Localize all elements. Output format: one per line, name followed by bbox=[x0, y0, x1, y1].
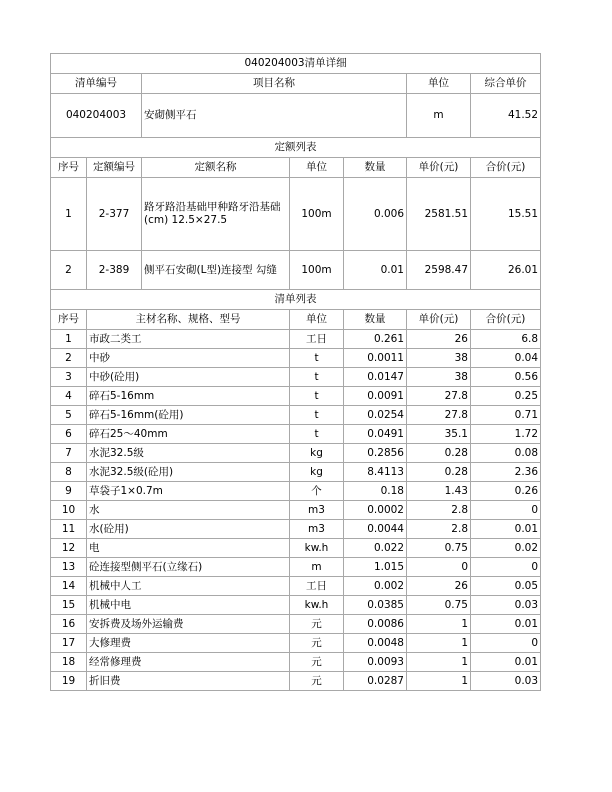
quota-total: 15.51 bbox=[471, 178, 541, 251]
quota-seq: 1 bbox=[51, 178, 87, 251]
material-row bbox=[51, 539, 541, 558]
material-qty: 0.0048 bbox=[344, 634, 407, 653]
material-seq: 16 bbox=[51, 615, 87, 634]
material-seq: 11 bbox=[51, 520, 87, 539]
material-seq: 13 bbox=[51, 558, 87, 577]
material-name: 电 bbox=[87, 539, 290, 558]
material-total: 0 bbox=[471, 558, 541, 577]
quota-row bbox=[51, 178, 541, 251]
material-unit: 个 bbox=[290, 482, 344, 501]
material-unit: 元 bbox=[290, 615, 344, 634]
material-unit: 元 bbox=[290, 653, 344, 672]
material-total: 2.36 bbox=[471, 463, 541, 482]
material-header-name: 主材名称、规格、型号 bbox=[87, 310, 290, 330]
material-total: 0.01 bbox=[471, 615, 541, 634]
material-name: 碎石5-16mm(砼用) bbox=[87, 406, 290, 425]
material-unit: m bbox=[290, 558, 344, 577]
material-name: 水泥32.5级(砼用) bbox=[87, 463, 290, 482]
material-total: 0.05 bbox=[471, 577, 541, 596]
material-name: 草袋子1×0.7m bbox=[87, 482, 290, 501]
quota-code: 2-389 bbox=[87, 251, 142, 290]
material-unit-price: 27.8 bbox=[407, 387, 471, 406]
quota-section-title: 定额列表 bbox=[51, 138, 541, 158]
bill-unit: m bbox=[407, 94, 471, 138]
header-bill-code: 清单编号 bbox=[51, 74, 142, 94]
material-seq: 2 bbox=[51, 349, 87, 368]
material-unit-price: 38 bbox=[407, 349, 471, 368]
material-total: 0.08 bbox=[471, 444, 541, 463]
quota-header-unit: 单位 bbox=[290, 158, 344, 178]
project-name: 安砌侧平石 bbox=[142, 94, 407, 138]
material-seq: 15 bbox=[51, 596, 87, 615]
material-row bbox=[51, 577, 541, 596]
material-unit: kg bbox=[290, 463, 344, 482]
material-unit: kw.h bbox=[290, 539, 344, 558]
material-row bbox=[51, 558, 541, 577]
material-qty: 0.0086 bbox=[344, 615, 407, 634]
material-total: 0.25 bbox=[471, 387, 541, 406]
material-section-title: 清单列表 bbox=[51, 290, 541, 310]
material-unit: 元 bbox=[290, 634, 344, 653]
material-qty: 0.261 bbox=[344, 330, 407, 349]
composite-price: 41.52 bbox=[471, 94, 541, 138]
header-unit: 单位 bbox=[407, 74, 471, 94]
material-seq: 4 bbox=[51, 387, 87, 406]
material-unit-price: 2.8 bbox=[407, 520, 471, 539]
header-project-name: 项目名称 bbox=[142, 74, 407, 94]
material-unit-price: 1 bbox=[407, 634, 471, 653]
quota-total: 26.01 bbox=[471, 251, 541, 290]
material-qty: 0.002 bbox=[344, 577, 407, 596]
material-seq: 6 bbox=[51, 425, 87, 444]
material-unit-price: 27.8 bbox=[407, 406, 471, 425]
quota-row bbox=[51, 251, 541, 290]
material-unit-price: 0.75 bbox=[407, 539, 471, 558]
material-seq: 1 bbox=[51, 330, 87, 349]
quota-header-seq: 序号 bbox=[51, 158, 87, 178]
material-row bbox=[51, 463, 541, 482]
material-unit-price: 38 bbox=[407, 368, 471, 387]
material-qty: 0.0491 bbox=[344, 425, 407, 444]
material-unit-price: 1 bbox=[407, 672, 471, 691]
quota-header-name: 定额名称 bbox=[142, 158, 290, 178]
material-row bbox=[51, 444, 541, 463]
material-seq: 19 bbox=[51, 672, 87, 691]
quota-header-unit-price: 单价(元) bbox=[407, 158, 471, 178]
material-qty: 0.0044 bbox=[344, 520, 407, 539]
material-total: 0.71 bbox=[471, 406, 541, 425]
material-qty: 0.0093 bbox=[344, 653, 407, 672]
material-unit: t bbox=[290, 406, 344, 425]
quota-qty: 0.006 bbox=[344, 178, 407, 251]
material-seq: 17 bbox=[51, 634, 87, 653]
material-qty: 0.0011 bbox=[344, 349, 407, 368]
quota-qty: 0.01 bbox=[344, 251, 407, 290]
quota-unit-price: 2581.51 bbox=[407, 178, 471, 251]
material-total: 0.26 bbox=[471, 482, 541, 501]
material-unit-price: 26 bbox=[407, 330, 471, 349]
material-qty: 0.0147 bbox=[344, 368, 407, 387]
material-unit: 工日 bbox=[290, 577, 344, 596]
material-row bbox=[51, 634, 541, 653]
material-row bbox=[51, 330, 541, 349]
material-unit-price: 0 bbox=[407, 558, 471, 577]
material-unit: 元 bbox=[290, 672, 344, 691]
material-seq: 9 bbox=[51, 482, 87, 501]
quota-code: 2-377 bbox=[87, 178, 142, 251]
material-name: 碎石25～40mm bbox=[87, 425, 290, 444]
material-name: 机械中电 bbox=[87, 596, 290, 615]
material-row bbox=[51, 406, 541, 425]
quota-unit: 100m bbox=[290, 251, 344, 290]
material-name: 碎石5-16mm bbox=[87, 387, 290, 406]
quota-header-code: 定额编号 bbox=[87, 158, 142, 178]
material-name: 水泥32.5级 bbox=[87, 444, 290, 463]
material-name: 机械中人工 bbox=[87, 577, 290, 596]
material-qty: 0.0002 bbox=[344, 501, 407, 520]
material-unit-price: 0.28 bbox=[407, 463, 471, 482]
material-total: 0.03 bbox=[471, 596, 541, 615]
material-unit: m3 bbox=[290, 520, 344, 539]
material-qty: 0.0254 bbox=[344, 406, 407, 425]
material-total: 0.02 bbox=[471, 539, 541, 558]
material-total: 0.01 bbox=[471, 653, 541, 672]
material-unit: kg bbox=[290, 444, 344, 463]
material-seq: 18 bbox=[51, 653, 87, 672]
material-unit-price: 2.8 bbox=[407, 501, 471, 520]
material-name: 中砂(砼用) bbox=[87, 368, 290, 387]
material-total: 0.56 bbox=[471, 368, 541, 387]
material-total: 0.03 bbox=[471, 672, 541, 691]
material-unit-price: 26 bbox=[407, 577, 471, 596]
material-unit: t bbox=[290, 387, 344, 406]
material-name: 市政二类工 bbox=[87, 330, 290, 349]
material-name: 水(砼用) bbox=[87, 520, 290, 539]
material-header-seq: 序号 bbox=[51, 310, 87, 330]
table-title: 040204003清单详细 bbox=[51, 54, 541, 74]
material-unit-price: 0.75 bbox=[407, 596, 471, 615]
bill-detail-table bbox=[50, 53, 541, 691]
material-total: 1.72 bbox=[471, 425, 541, 444]
material-unit: t bbox=[290, 425, 344, 444]
material-qty: 0.0385 bbox=[344, 596, 407, 615]
material-row bbox=[51, 387, 541, 406]
material-unit: t bbox=[290, 368, 344, 387]
quota-unit: 100m bbox=[290, 178, 344, 251]
material-name: 经常修理费 bbox=[87, 653, 290, 672]
material-unit: m3 bbox=[290, 501, 344, 520]
material-row bbox=[51, 615, 541, 634]
material-total: 0.04 bbox=[471, 349, 541, 368]
material-unit: 工日 bbox=[290, 330, 344, 349]
material-unit-price: 35.1 bbox=[407, 425, 471, 444]
material-row bbox=[51, 520, 541, 539]
bill-code: 040204003 bbox=[51, 94, 142, 138]
material-row bbox=[51, 672, 541, 691]
material-total: 6.8 bbox=[471, 330, 541, 349]
material-qty: 8.4113 bbox=[344, 463, 407, 482]
quota-header-total: 合价(元) bbox=[471, 158, 541, 178]
quota-seq: 2 bbox=[51, 251, 87, 290]
material-name: 中砂 bbox=[87, 349, 290, 368]
material-row bbox=[51, 501, 541, 520]
material-unit-price: 0.28 bbox=[407, 444, 471, 463]
material-row bbox=[51, 368, 541, 387]
material-header-qty: 数量 bbox=[344, 310, 407, 330]
material-seq: 10 bbox=[51, 501, 87, 520]
material-name: 水 bbox=[87, 501, 290, 520]
material-total: 0.01 bbox=[471, 520, 541, 539]
material-unit: kw.h bbox=[290, 596, 344, 615]
material-seq: 5 bbox=[51, 406, 87, 425]
material-qty: 0.0287 bbox=[344, 672, 407, 691]
material-name: 安拆费及场外运输费 bbox=[87, 615, 290, 634]
material-seq: 14 bbox=[51, 577, 87, 596]
material-qty: 1.015 bbox=[344, 558, 407, 577]
material-qty: 0.18 bbox=[344, 482, 407, 501]
material-seq: 3 bbox=[51, 368, 87, 387]
material-qty: 0.022 bbox=[344, 539, 407, 558]
material-header-total: 合价(元) bbox=[471, 310, 541, 330]
material-seq: 12 bbox=[51, 539, 87, 558]
material-name: 大修理费 bbox=[87, 634, 290, 653]
material-unit-price: 1 bbox=[407, 653, 471, 672]
material-unit-price: 1 bbox=[407, 615, 471, 634]
material-header-unit: 单位 bbox=[290, 310, 344, 330]
material-total: 0 bbox=[471, 634, 541, 653]
material-row bbox=[51, 349, 541, 368]
material-row bbox=[51, 653, 541, 672]
material-row bbox=[51, 425, 541, 444]
material-unit: t bbox=[290, 349, 344, 368]
quota-name: 侧平石安砌(L型)连接型 勾缝 bbox=[142, 251, 290, 290]
material-qty: 0.0091 bbox=[344, 387, 407, 406]
quota-header-qty: 数量 bbox=[344, 158, 407, 178]
quota-name: 路牙路沿基础甲种路牙沿基础(cm) 12.5×27.5 bbox=[142, 178, 290, 251]
material-seq: 7 bbox=[51, 444, 87, 463]
material-header-unit-price: 单价(元) bbox=[407, 310, 471, 330]
material-qty: 0.2856 bbox=[344, 444, 407, 463]
material-row bbox=[51, 482, 541, 501]
header-composite-price: 综合单价 bbox=[471, 74, 541, 94]
material-name: 折旧费 bbox=[87, 672, 290, 691]
material-name: 砼连接型侧平石(立缘石) bbox=[87, 558, 290, 577]
material-row bbox=[51, 596, 541, 615]
quota-unit-price: 2598.47 bbox=[407, 251, 471, 290]
material-unit-price: 1.43 bbox=[407, 482, 471, 501]
material-total: 0 bbox=[471, 501, 541, 520]
material-seq: 8 bbox=[51, 463, 87, 482]
